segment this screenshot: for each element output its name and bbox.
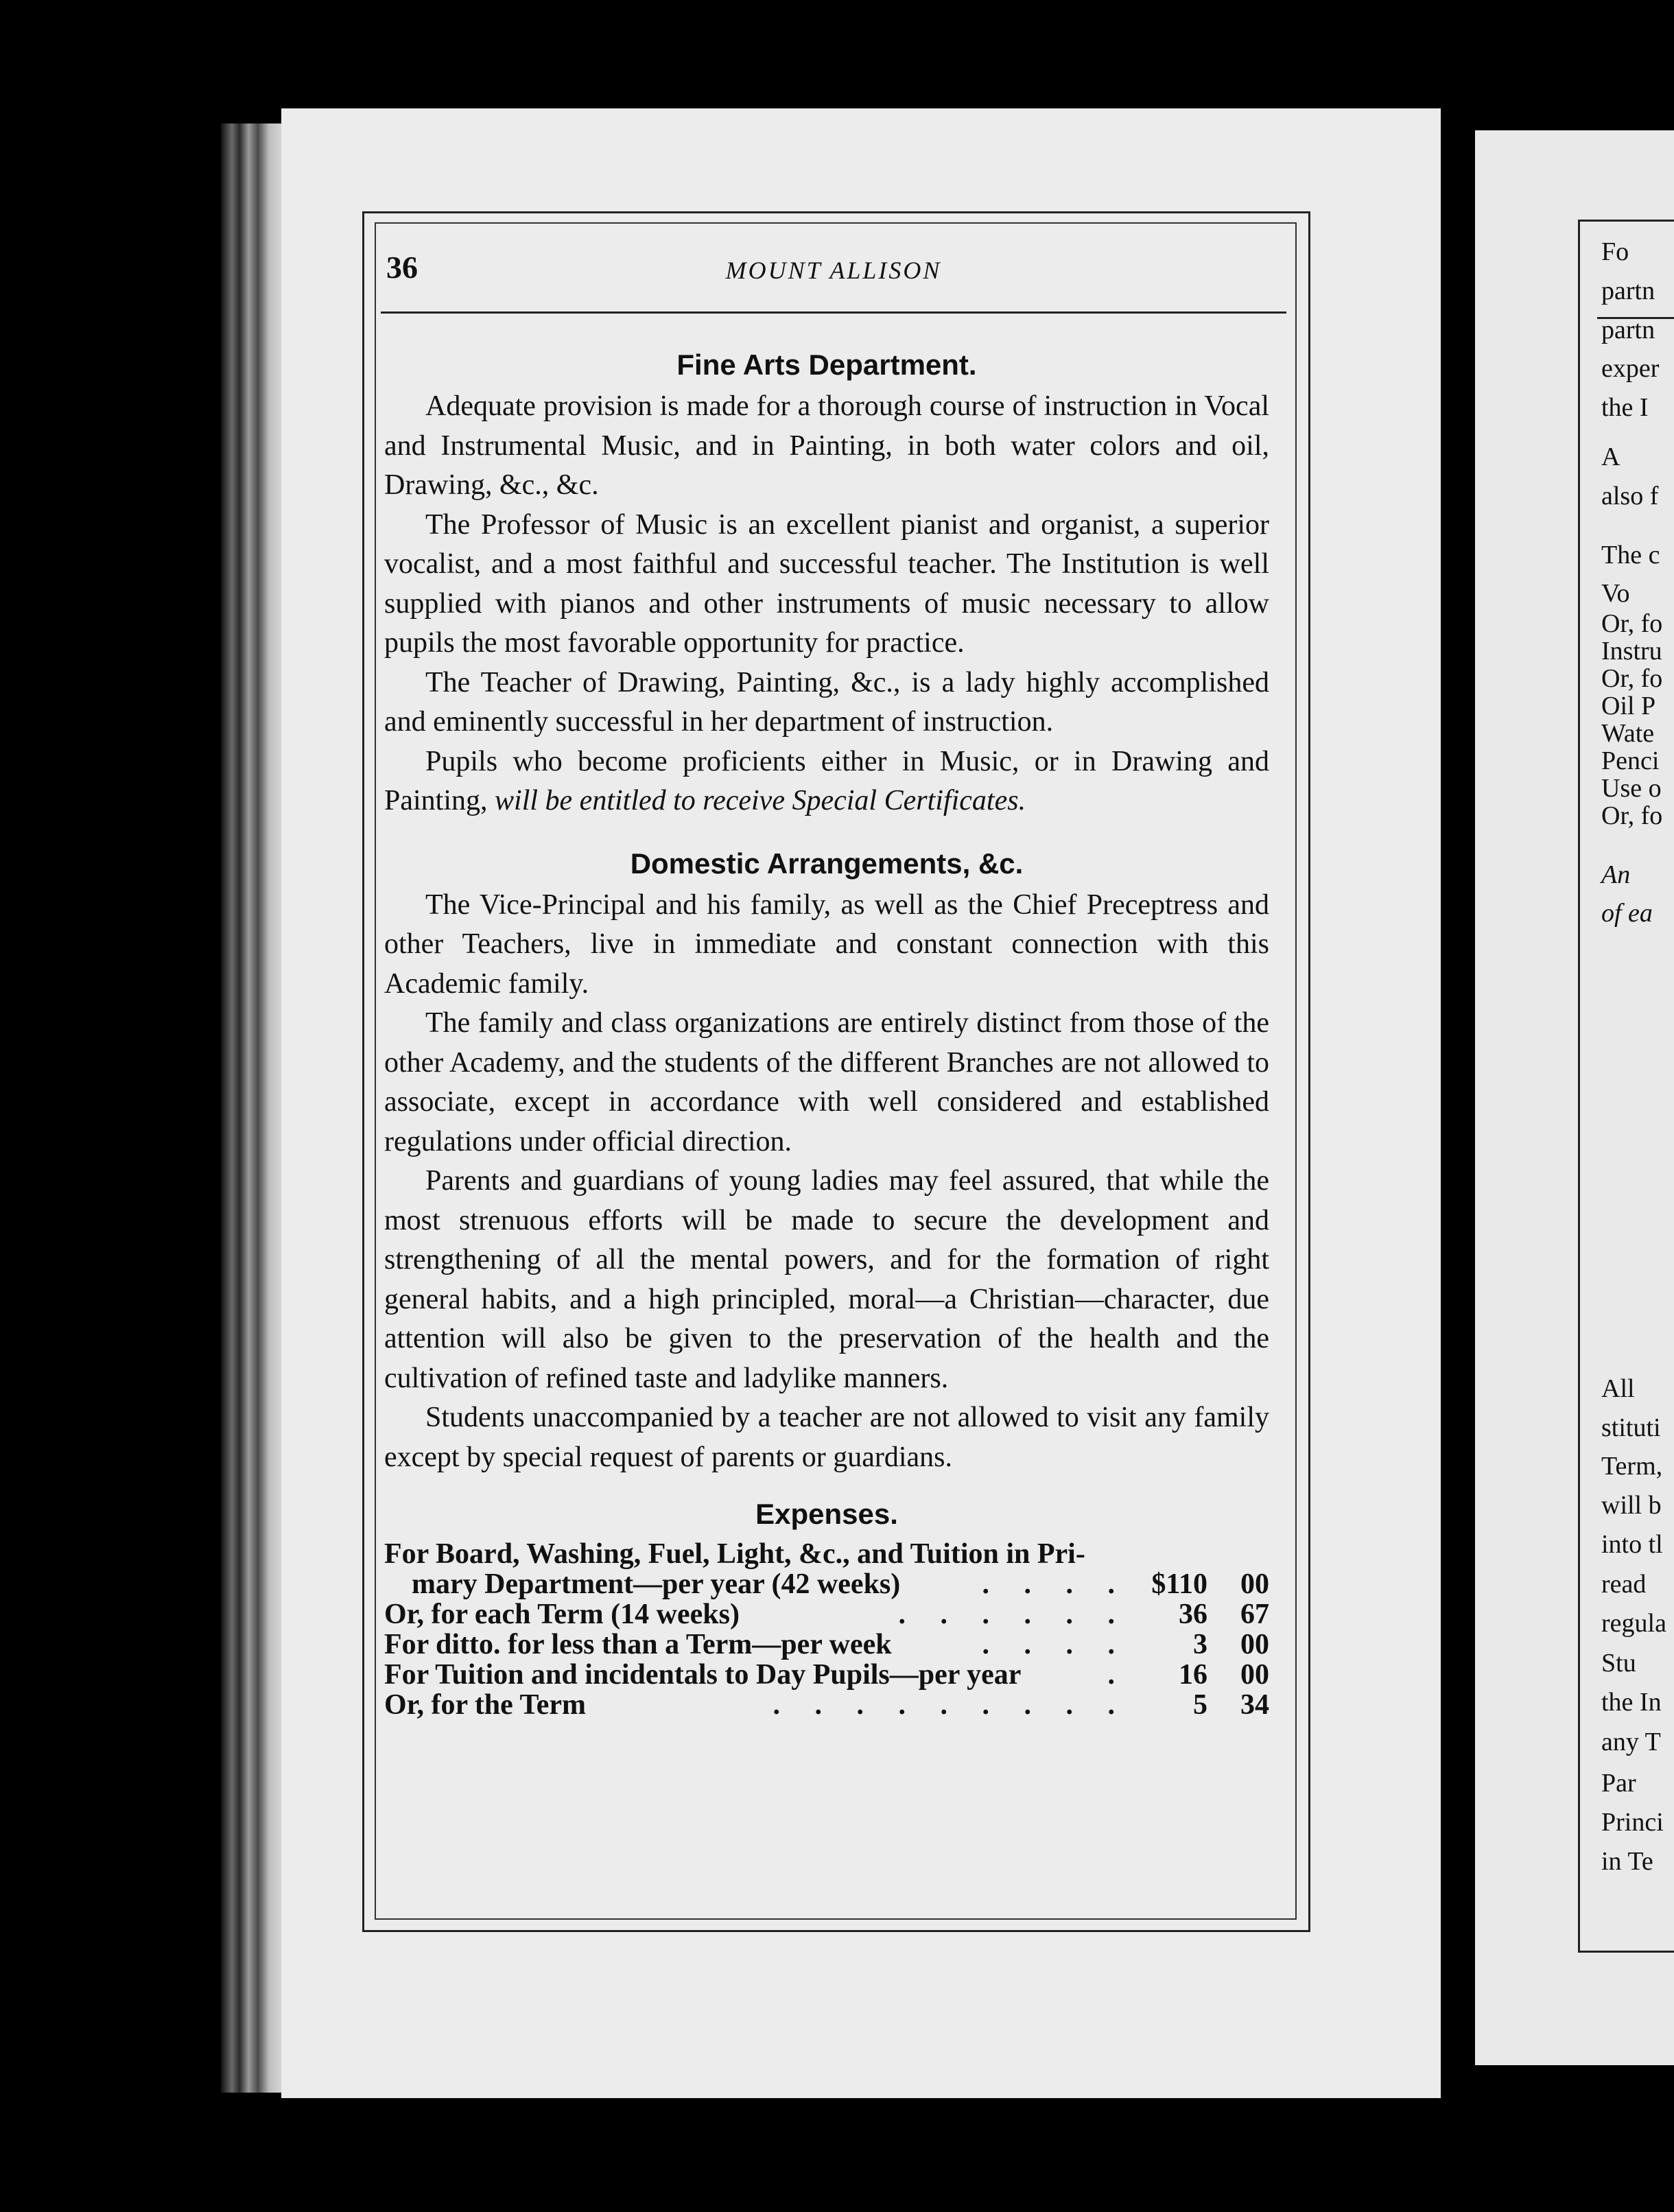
paragraph-text: Pupils who become proficients either in Music, or in Drawing and Painting, (384, 745, 1269, 816)
page-body (384, 343, 1269, 1720)
paragraph: Students unaccompanied by a teacher are not allowed to visit any family except by special request of parents or guardians. (384, 1402, 1269, 1473)
right-page-fragment: into tl (1601, 1530, 1663, 1559)
right-page-fragment: of ea (1601, 899, 1653, 928)
leader-dots: . (1107, 1660, 1129, 1690)
right-page-fragment: A (1601, 443, 1620, 471)
right-page-fragment: any T (1601, 1728, 1661, 1756)
right-page-fragment: Oil P (1601, 692, 1656, 720)
expense-dollars: $110 (1151, 1568, 1207, 1600)
right-page-fragment: partn (1601, 316, 1655, 344)
right-page-fragment: Or, fo (1601, 609, 1663, 638)
emphasis-text: will be entitled to receive Special Certificates. (495, 785, 1026, 816)
page-number: 36 (386, 250, 418, 285)
right-page-fragment: Wate (1601, 719, 1655, 748)
right-page-fragment: regula (1601, 1609, 1666, 1638)
leader-dots: . . . . . . . . . (773, 1690, 1129, 1720)
right-page-edge (1475, 130, 1674, 2065)
paragraph: The Teacher of Drawing, Painting, &c., is a lady highly accomplished and eminently successful in her department of instruction. (384, 666, 1269, 738)
expense-row (384, 1629, 1269, 1660)
expense-cents: 34 (1240, 1689, 1269, 1721)
expense-label: Or, for each Term (14 weeks) (384, 1599, 740, 1630)
right-page-fragment: stituti (1601, 1413, 1661, 1442)
expense-row (384, 1690, 1269, 1720)
right-page-fragment: the In (1601, 1688, 1662, 1717)
paragraph: The Vice-Principal and his family, as well as the Chief Preceptress and other Teachers, live in immediate and constant connection with this Academic family. (384, 889, 1269, 1000)
header-rule (381, 311, 1286, 314)
expense-label: mary Department—per year (42 weeks) (412, 1568, 901, 1600)
expense-cents: 67 (1240, 1599, 1269, 1630)
right-page-fragment: Princi (1601, 1808, 1664, 1837)
right-page-fragment: in Te (1601, 1847, 1653, 1876)
right-page-fragment: All (1601, 1374, 1635, 1403)
paragraph: The family and class organizations are entirely distinct from those of the other Academy, and the students of the different Branches are not allowed to associate, except in accordance with well considered and established regulations under official direction. (384, 1007, 1269, 1157)
right-page-fragment: read (1601, 1570, 1647, 1599)
expense-label: Or, for the Term (384, 1689, 586, 1721)
right-page-fragment: exper (1601, 354, 1660, 383)
right-page-fragment: Term, (1601, 1452, 1663, 1481)
right-page-fragment: also f (1601, 482, 1659, 510)
section-title-fine-arts: Fine Arts Department. (676, 349, 977, 381)
right-page-fragment: Or, fo (1601, 664, 1663, 693)
expense-cents: 00 (1240, 1629, 1269, 1660)
expense-dollars: 16 (1179, 1659, 1207, 1691)
right-page-fragment: Use o (1601, 774, 1662, 803)
section-title-expenses: Expenses. (755, 1498, 898, 1530)
expense-row (384, 1660, 1269, 1690)
leader-dots: . . . . (982, 1629, 1129, 1660)
expense-dollars: 5 (1193, 1689, 1207, 1721)
right-page-fragment: Or, fo (1601, 801, 1663, 830)
paragraph (384, 742, 1269, 821)
expenses-table (384, 1539, 1269, 1720)
expense-label: For Tuition and incidentals to Day Pupils—per year (384, 1659, 1022, 1691)
section-title-domestic: Domestic Arrangements, &c. (630, 847, 1024, 880)
expense-dollars: 3 (1193, 1629, 1207, 1660)
right-page-fragment: Vo (1601, 579, 1630, 608)
right-page-fragment: Fo (1601, 237, 1629, 266)
expense-row-label: For Board, Washing, Fuel, Light, &c., and Tuition in Pri- (384, 1538, 1085, 1570)
expense-row (384, 1569, 1269, 1599)
expense-dollars: 36 (1179, 1599, 1207, 1630)
expense-cents: 00 (1240, 1659, 1269, 1691)
expense-label: For ditto. for less than a Term—per week (384, 1629, 892, 1660)
right-page-fragment: Penci (1601, 746, 1660, 775)
book-spine (221, 123, 283, 2093)
expense-cents: 00 (1240, 1568, 1269, 1600)
paragraph: Adequate provision is made for a thorough course of instruction in Vocal and Instrumental Music, and in Painting, in both water colors and oil, Drawing, &c., &c. (384, 390, 1269, 501)
right-page-fragment: Instru (1601, 637, 1662, 666)
right-page-fragment: An (1601, 860, 1631, 889)
leader-dots: . . . . (982, 1569, 1129, 1599)
page-header (381, 244, 1286, 289)
expense-row (384, 1599, 1269, 1629)
paragraph: Parents and guardians of young ladies may feel assured, that while the most strenuous efforts will be made to secure the development and strengthening of all the mental powers, and for the formation of right general habits, and a high principled, moral—a Christian—character, due attention will also be given to the preservation of the health and the cultivation of refined taste and ladylike manners. (384, 1165, 1269, 1394)
right-page-fragment: The c (1601, 541, 1660, 569)
running-head: MOUNT ALLISON (725, 257, 942, 284)
leader-dots: . . . . . . (898, 1599, 1129, 1629)
right-page-fragment: partn (1601, 276, 1655, 305)
paragraph: The Professor of Music is an excellent pianist and organist, a superior vocalist, and a most faithful and successful teacher. The Institution is well supplied with pianos and other instruments of music necessary to allow pupils the most favorable opportunity for practice. (384, 508, 1269, 659)
right-page-fragment: Par (1601, 1769, 1636, 1798)
right-page-fragment: will b (1601, 1491, 1662, 1520)
right-page-fragment: the I (1601, 393, 1649, 422)
right-page-fragment: Stu (1601, 1649, 1636, 1678)
